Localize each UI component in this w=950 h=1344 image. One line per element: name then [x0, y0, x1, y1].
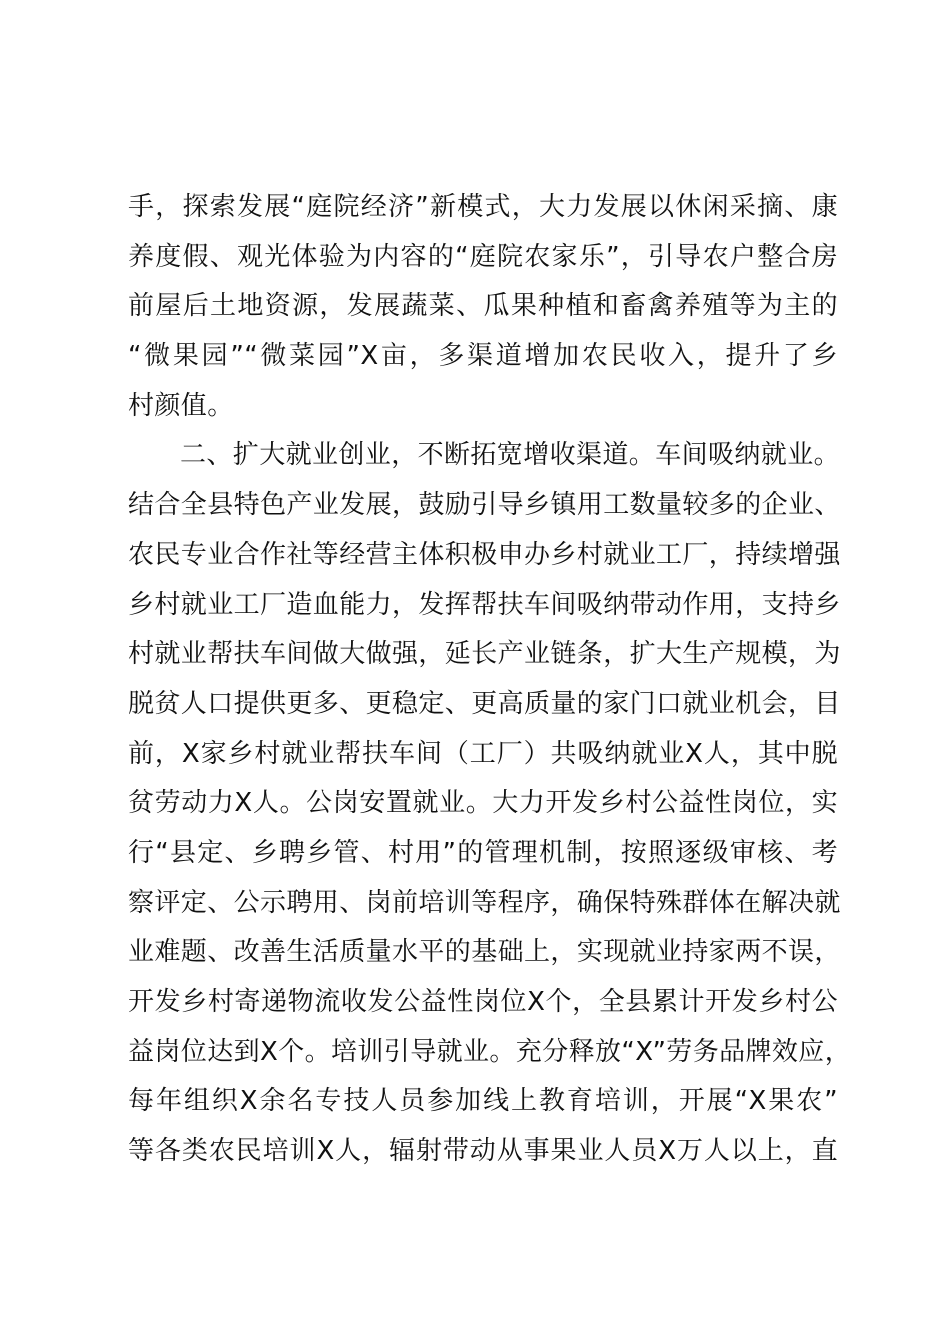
text-line: 行“县定、乡聘乡管、村用”的管理机制，按照逐级审核、考: [128, 837, 838, 868]
text-line: “微果园”“微菜园”X亩，多渠道增加农民收入，提升了乡: [128, 341, 838, 372]
text-line: 开发乡村寄递物流收发公益性岗位X个，全县累计开发乡村公: [128, 987, 838, 1017]
text-line: 农民专业合作社等经营主体积极申办乡村就业工厂，持续增强: [128, 539, 841, 570]
text-line: 前，X家乡村就业帮扶车间（工厂）共吸纳就业X人，其中脱: [128, 738, 838, 769]
text-line: 等各类农民培训X人，辐射带动从事果业人员X万人以上，直: [128, 1136, 838, 1167]
text-line: 察评定、公示聘用、岗前培训等程序，确保特殊群体在解决就: [128, 887, 841, 918]
body-text: [128, 183, 852, 1177]
text-line: 前屋后土地资源，发展蔬菜、瓜果种植和畜禽养殖等为主的: [128, 291, 838, 322]
text-line: 乡村就业工厂造血能力，发挥帮扶车间吸纳带动作用，支持乡: [128, 589, 841, 620]
text-line: 手，探索发展“庭院经济”新模式，大力发展以休闲采摘、康: [128, 192, 838, 222]
text-line: 结合全县特色产业发展，鼓励引导乡镇用工数量较多的企业、: [128, 490, 841, 521]
text-line: 益岗位达到X个。培训引导就业。充分释放“X”劳务品牌效应，: [128, 1036, 852, 1067]
text-line: 村就业帮扶车间做大做强，延长产业链条，扩大生产规模，为: [128, 639, 841, 670]
text-line: 业难题、改善生活质量水平的基础上，实现就业持家两不误，: [128, 937, 841, 968]
text-line: 每年组织X余名专技人员参加线上教育培训，开展“X果农”: [128, 1086, 838, 1117]
text-line: 养度假、观光体验为内容的“庭院农家乐”，引导农户整合房: [128, 241, 838, 272]
section-heading-line: 二、扩大就业创业，不断拓宽增收渠道。车间吸纳就业。: [180, 440, 841, 471]
text-line: 贫劳动力X人。公岗安置就业。大力开发乡村公益性岗位，实: [128, 788, 838, 819]
paragraph-end-line: 村颜值。: [128, 390, 234, 421]
text-line: 脱贫人口提供更多、更稳定、更高质量的家门口就业机会，目: [128, 688, 841, 719]
